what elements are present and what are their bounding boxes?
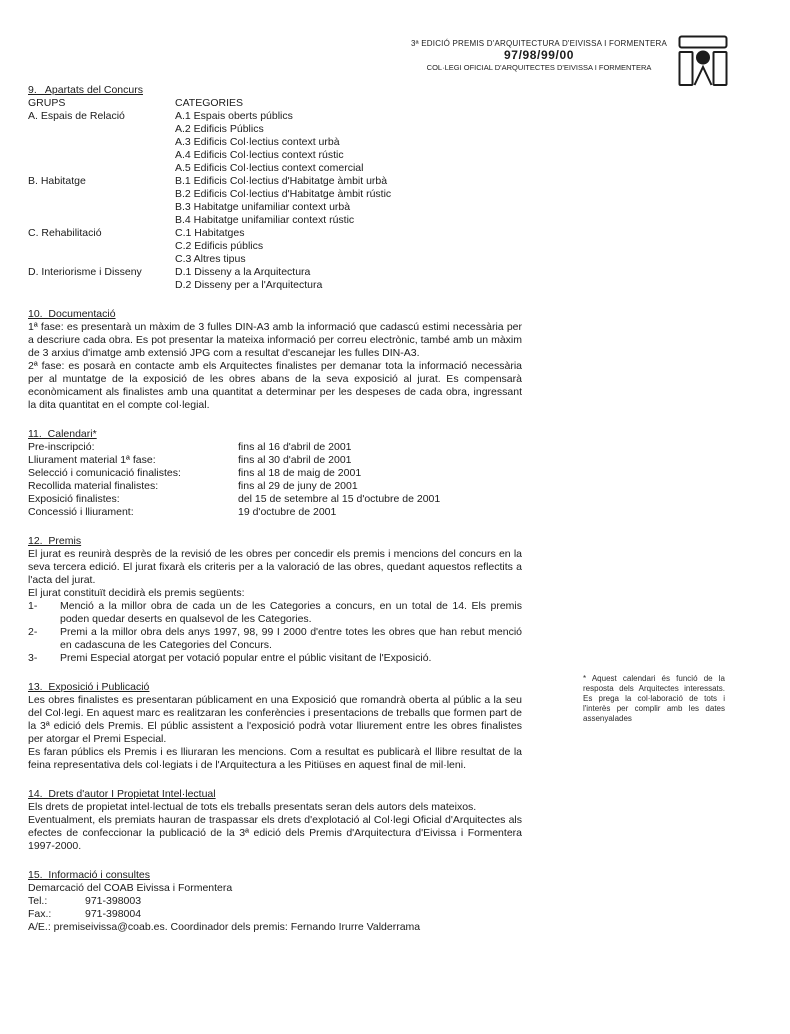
section-heading: 9. Apartats del Concurs [28, 84, 143, 96]
calendar-value: fins al 16 d'abril de 2001 [238, 441, 352, 453]
letterhead-text [411, 35, 667, 73]
calendar-row [28, 506, 522, 519]
letterhead [411, 35, 728, 87]
prize-text: Menció a la millor obra de cada un de les Categories a concurs, en un total de 14. Els premis poden quedar deserts en qualsevol de les Categories. [60, 600, 522, 625]
section-exposicio [28, 681, 522, 772]
contact-row-fax [28, 908, 522, 921]
edition-title: 3ª EDICIÓ PREMIS D'ARQUITECTURA D'EIVISSA I FORMENTERA [411, 39, 667, 48]
category-line: A.2 Edificis Públics [175, 123, 264, 135]
group-categories [175, 227, 522, 266]
contact-row-tel [28, 895, 522, 908]
group-label: D. Interiorisme i Disseny [28, 266, 142, 278]
section-heading: 11. Calendari* [28, 428, 97, 440]
prize-number: 3- [28, 652, 38, 664]
category-line: C.3 Altres tipus [175, 253, 246, 265]
calendar-label: Exposició finalistes: [28, 493, 120, 505]
group-row [28, 227, 522, 266]
group-label: A. Espais de Relació [28, 110, 125, 122]
prize-item [28, 626, 522, 652]
fax-value: 971-398004 [85, 908, 142, 920]
prize-text: Premi Especial atorgat per votació popular entre el públic visitant de l'Exposició. [60, 652, 432, 664]
calendar-row [28, 441, 522, 454]
category-line: D.1 Disseny a la Arquitectura [175, 266, 311, 278]
group-label: C. Rehabilitació [28, 227, 102, 239]
category-line: A.3 Edificis Col·lectius context urbà [175, 136, 340, 148]
category-line: A.4 Edificis Col·lectius context rústic [175, 149, 344, 161]
prize-item [28, 652, 522, 665]
category-line: C.2 Edificis públics [175, 240, 264, 252]
tel-value: 971-398003 [85, 895, 142, 907]
category-line: A.5 Edificis Col·lectius context comercial [175, 162, 364, 174]
email-line: A/E.: premiseivissa@coab.es. Coordinador dels premis: Fernando Irurre Valderrama [28, 921, 421, 933]
section-informacio [28, 869, 522, 934]
calendar-value: 19 d'octubre de 2001 [238, 506, 337, 518]
groups-header-row [28, 97, 522, 110]
section-heading: 15. Informació i consultes [28, 869, 150, 881]
paragraph: Es faran públics els Premis i es lliuraran les mencions. Com a resultat es publicarà el llibre resultat de la feina representativa dels col·legiats i de l'Arquitectura a les Pitiüses en aquest final de mil·leni. [28, 746, 522, 771]
group-label: B. Habitatge [28, 175, 86, 187]
calendar-value: fins al 29 de juny de 2001 [238, 480, 358, 492]
calendar-label: Pre-inscripció: [28, 441, 95, 453]
coab-logo-icon [678, 35, 728, 87]
group-categories [175, 266, 522, 292]
prize-number: 2- [28, 626, 38, 638]
calendar-value: del 15 de setembre al 15 d'octubre de 2001 [238, 493, 441, 505]
group-row [28, 110, 522, 175]
section-documentacio [28, 308, 522, 412]
section-heading: 13. Exposició i Publicació [28, 681, 150, 693]
calendar-row [28, 467, 522, 480]
group-categories [175, 175, 522, 227]
paragraph: Les obres finalistes es presentaran públicament en una Exposició que romandrà oberta al públic a la seu del Col·legi. En aquest marc es realitzaran les conferències i presentacions de treballs que formen part de la 3ª edició dels Premis. El públic assistent a l'exposició podrà votar lliurement entre les obres finalistes per atorgar el Premi Especial. [28, 694, 522, 745]
section-drets [28, 788, 522, 853]
prize-item [28, 600, 522, 626]
section-calendari [28, 428, 522, 519]
edition-years: 97/98/99/00 [504, 48, 575, 62]
calendar-label: Recollida material finalistes: [28, 480, 159, 492]
paragraph: El jurat constituït decidirà els premis següents: [28, 587, 245, 599]
grups-column-header: GRUPS [28, 97, 66, 109]
paragraph: El jurat es reunirà desprès de la revisió de les obres per concedir els premis i mencions del concurs en la seva tercera edició. El jurat fixarà els criteris per a la valoració de las obres, quedant aquestos reflectits a l'acta del jurat. [28, 548, 522, 586]
section-premis [28, 535, 522, 665]
category-line: C.1 Habitatges [175, 227, 245, 239]
category-line: B.3 Habitatge unifamiliar context urbà [175, 201, 351, 213]
section-apartats [28, 84, 522, 292]
tel-label: Tel.: [28, 895, 48, 907]
calendar-footnote: * Aquest calendari és funció de la resposta dels Arquitectes interessats. Es prega la col·laboració de tots i l'interès per complir amb les dates assenyalades [583, 674, 725, 723]
group-categories [175, 110, 522, 175]
section-heading: 10. Documentació [28, 308, 116, 320]
category-line: B.1 Edificis Col·lectius d'Habitatge àmbit urbà [175, 175, 388, 187]
organization-name: COL·LEGI OFICIAL D'ARQUITECTES D'EIVISSA I FORMENTERA [426, 63, 652, 72]
calendar-row [28, 454, 522, 467]
calendar-row [28, 480, 522, 493]
group-row [28, 175, 522, 227]
paragraph: Eventualment, els premiats hauran de traspassar els drets d'explotació al Col·legi Oficial d'Arquitectes als efectes de confeccionar la publicació de la 3ª edició dels Premis d'Arquitectura d'Eivissa i Formentera 1997-2000. [28, 814, 522, 852]
category-line: B.2 Edificis Col·lectius d'Habitatge àmbit rústic [175, 188, 392, 200]
contact-org: Demarcació del COAB Eivissa i Formentera [28, 882, 233, 894]
category-line: D.2 Disseny per a l'Arquitectura [175, 279, 323, 291]
calendar-value: fins al 30 d'abril de 2001 [238, 454, 352, 466]
calendar-label: Selecció i comunicació finalistes: [28, 467, 181, 479]
prize-text: Premi a la millor obra dels anys 1997, 98, 99 I 2000 d'entre totes les obres que han rebut menció en cadascuna de les Categories del Concurs. [60, 626, 522, 651]
group-row [28, 266, 522, 292]
calendar-label: Concessió i lliurament: [28, 506, 134, 518]
categories-column-header: CATEGORIES [175, 97, 244, 109]
calendar-row [28, 493, 522, 506]
paragraph: Els drets de propietat intel·lectual de tots els treballs presentats seran dels autors dels mateixos. [28, 801, 477, 813]
category-line: B.4 Habitatge unifamiliar context rústic [175, 214, 355, 226]
category-line: A.1 Espais oberts públics [175, 110, 293, 122]
section-heading: 14. Drets d'autor I Propietat Intel·lectual [28, 788, 216, 800]
fax-label: Fax.: [28, 908, 52, 920]
calendar-label: Lliurament material 1ª fase: [28, 454, 156, 466]
calendar-value: fins al 18 de maig de 2001 [238, 467, 362, 479]
paragraph: 1ª fase: es presentarà un màxim de 3 fulles DIN-A3 amb la informació que cadascú estimi necessària per a descriure cada obra. Es pot presentar la mateixa informació per correu electrònic, també amb un màxim de 3 arxius d'imatge amb extensió JPG com a resultat d'escanejar les fulles DIN-A3. [28, 321, 522, 359]
paragraph: 2ª fase: es posarà en contacte amb els Arquitectes finalistes per demanar tota la informació necessària per al muntatge de la exposició de les obres abans de la seva exposició al jurat. Es compensarà econòmicament als finalistes amb una quantitat a determinar per les despeses de cada obra, ingressant la dita quantitat en el compte col·legial. [28, 360, 522, 411]
main-text-column [28, 84, 522, 950]
prize-number: 1- [28, 600, 38, 612]
section-heading: 12. Premis [28, 535, 82, 547]
